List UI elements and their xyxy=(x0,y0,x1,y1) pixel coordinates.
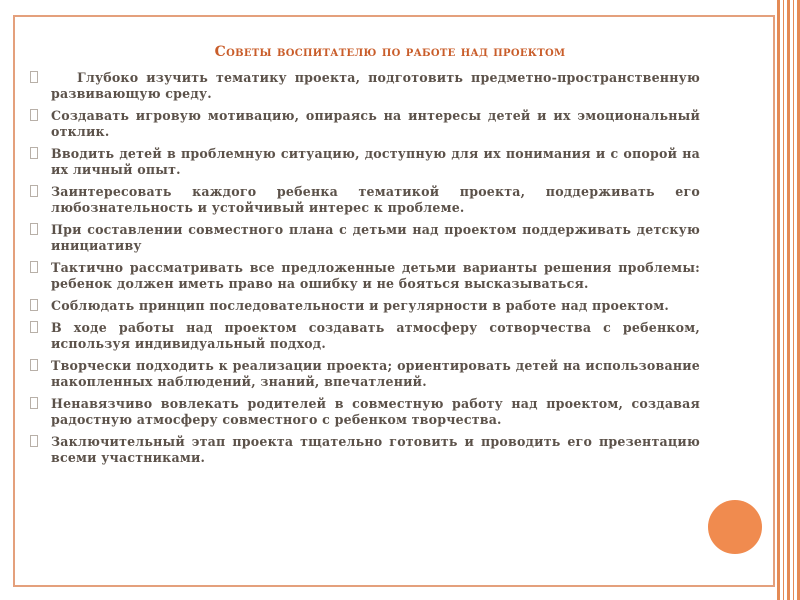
list-item-text: Вводить детей в проблемную ситуацию, доступную для их понимания и с опорой на их личный опыт. xyxy=(51,146,700,177)
list-item-text: Заинтересовать каждого ребенка тематикой проекта, поддерживать его любознательность и устойчивый интерес к проблеме. xyxy=(51,184,700,215)
list-item xyxy=(28,396,700,428)
box-bullet-icon xyxy=(30,261,38,273)
box-bullet-icon xyxy=(30,71,38,83)
list-item-text: Ненавязчиво вовлекать родителей в совместную работу над проектом, создавая радостную атмосферу совместного с ребенком творчества. xyxy=(51,396,700,427)
list-item-text: Создавать игровую мотивацию, опираясь на интересы детей и их эмоциональный отклик. xyxy=(51,108,700,139)
box-bullet-icon xyxy=(30,397,38,409)
advice-list xyxy=(28,70,700,472)
list-item-text: Соблюдать принцип последовательности и регулярности в работе над проектом. xyxy=(51,298,669,313)
list-item-text: При составлении совместного плана с детьми над проектом поддерживать детскую инициативу xyxy=(51,222,700,253)
list-item-text: Заключительный этап проекта тщательно готовить и проводить его презентацию всеми участниками. xyxy=(51,434,700,465)
list-item xyxy=(28,184,700,216)
list-item xyxy=(28,222,700,254)
box-bullet-icon xyxy=(30,299,38,311)
box-bullet-icon xyxy=(30,147,38,159)
list-item xyxy=(28,358,700,390)
list-item-text: Творчески подходить к реализации проекта; ориентировать детей на использование накопленных наблюдений, знаний, впечатлений. xyxy=(51,358,700,389)
box-bullet-icon xyxy=(30,223,38,235)
box-bullet-icon xyxy=(30,109,38,121)
decorative-stripes xyxy=(777,0,800,600)
list-item-text: Глубоко изучить тематику проекта, подготовить предметно-пространственную развивающую среду. xyxy=(51,70,700,101)
box-bullet-icon xyxy=(30,321,38,333)
list-item-text: Тактично рассматривать все предложенные детьми варианты решения проблемы: ребенок должен иметь право на ошибку и не бояться высказываться. xyxy=(51,260,700,291)
orange-circle-icon xyxy=(708,500,762,554)
box-bullet-icon xyxy=(30,435,38,447)
list-item xyxy=(28,434,700,466)
list-item xyxy=(28,108,700,140)
box-bullet-icon xyxy=(30,185,38,197)
list-item xyxy=(28,298,700,314)
list-item xyxy=(28,146,700,178)
box-bullet-icon xyxy=(30,359,38,371)
list-item xyxy=(28,260,700,292)
list-item-text: В ходе работы над проектом создавать атмосферу сотворчества с ребенком, используя индивидуальный подход. xyxy=(51,320,700,351)
list-item xyxy=(28,70,700,102)
list-item xyxy=(28,320,700,352)
slide-title: Советы воспитателю по работе над проектом xyxy=(214,44,566,60)
